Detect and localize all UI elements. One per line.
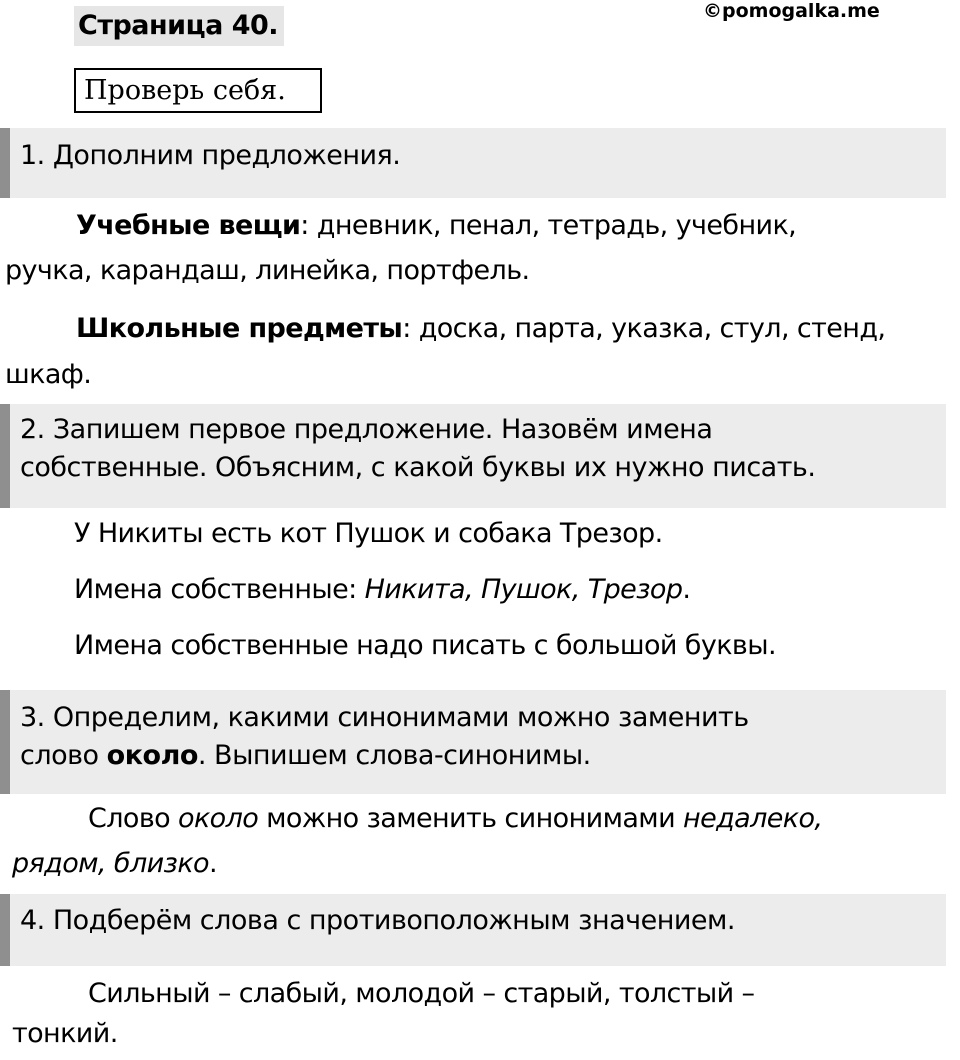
task-3-title-suffix: . Выпишем слова-синонимы. <box>197 740 591 771</box>
task-4-answer-line-1: Сильный – слабый, молодой – старый, толстый – <box>88 978 755 1009</box>
school-things-label: Учебные вещи <box>76 210 301 241</box>
school-items-line-2: шкаф. <box>5 359 92 390</box>
watermark: ©pomogalka.me <box>703 0 880 22</box>
task-1-title: 1. Дополним предложения. <box>20 140 401 171</box>
task-4-title: 4. Подберём слова с противоположным значением. <box>20 905 735 936</box>
task-2-sentence: У Никиты есть кот Пушок и собака Трезор. <box>74 518 663 549</box>
task-2-title-line-1: 2. Запишем первое предложение. Назовём имена <box>20 414 713 445</box>
task-3-title-line-1: 3. Определим, какими синонимами можно заменить <box>20 702 749 733</box>
proper-names-list: Никита, Пушок, Трезор <box>364 574 683 605</box>
proper-names-prefix: Имена собственные: <box>74 574 365 605</box>
task-3-answer-end: . <box>208 848 217 879</box>
proper-names-suffix: . <box>682 574 691 605</box>
task-2-header <box>0 404 946 508</box>
school-items-label: Школьные предметы <box>76 313 403 344</box>
task-2-rule: Имена собственные надо писать с большой буквы. <box>74 630 776 661</box>
task-1-header <box>0 128 946 198</box>
task-3-answer-middle: можно заменить синонимами <box>258 803 684 834</box>
school-things-line-2: ручка, карандаш, линейка, портфель. <box>5 255 530 286</box>
task-3-synonyms-line-2: рядом, близко <box>12 848 209 879</box>
task-2-title-line-2: собственные. Объясним, с какой буквы их нужно писать. <box>20 452 816 483</box>
task-3-answer-word: около <box>178 803 259 834</box>
task-3-answer-line-2 <box>12 838 217 890</box>
task-3-header <box>0 690 946 794</box>
task-3-title-prefix: слово <box>20 740 107 771</box>
task-3-keyword: около <box>106 740 198 771</box>
page-title: Страница 40. <box>74 6 284 46</box>
school-items-line-1 <box>76 303 885 355</box>
school-items-list: : доска, парта, указка, стул, стенд, <box>402 313 886 344</box>
task-3-title-line-2 <box>20 737 946 775</box>
school-things-list: : дневник, пенал, тетрадь, учебник, <box>300 210 797 241</box>
task-4-answer-line-2: тонкий. <box>12 1018 118 1049</box>
task-3-synonyms-line-1: недалеко, <box>683 803 823 834</box>
task-3-answer-prefix: Слово <box>88 803 179 834</box>
task-2-proper-names <box>74 564 690 616</box>
task-4-header <box>0 894 946 966</box>
check-yourself-box: Проверь себя. <box>74 68 322 113</box>
